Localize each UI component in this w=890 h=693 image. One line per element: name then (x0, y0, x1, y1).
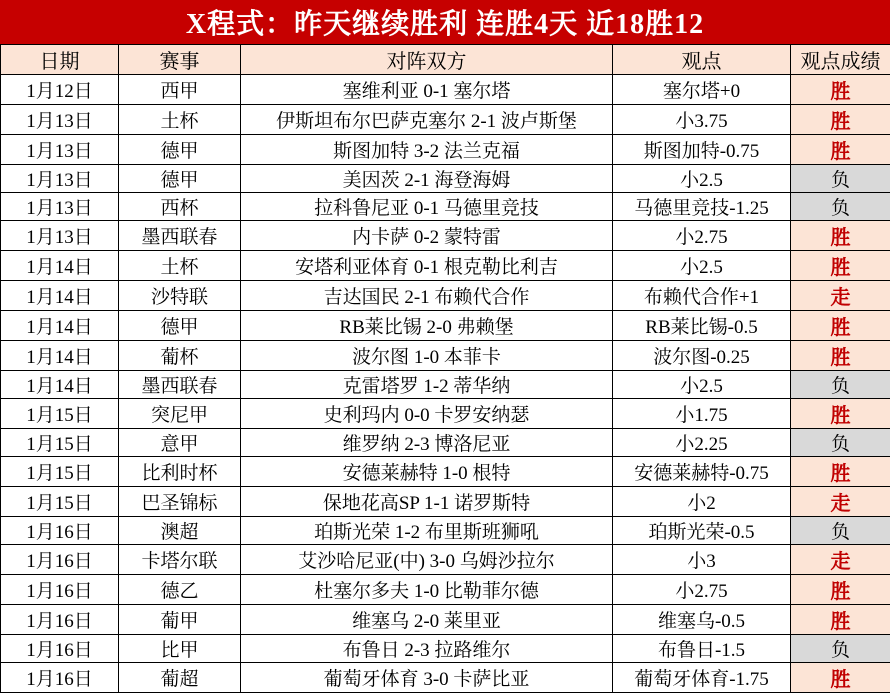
match-cell: 拉科鲁尼亚 0-1 马德里竞技 (241, 193, 613, 221)
result-cell: 胜 (791, 605, 890, 635)
match-cell: 布鲁日 2-3 拉路维尔 (241, 635, 613, 663)
league-cell: 土杯 (119, 105, 241, 135)
table-row (1, 457, 890, 487)
table-row (1, 429, 890, 457)
result-cell: 胜 (791, 105, 890, 135)
table-row (1, 517, 890, 545)
result-cell: 胜 (791, 221, 890, 251)
pick-cell: 小2 (613, 487, 791, 517)
table-row (1, 281, 890, 311)
match-cell: 葡萄牙体育 3-0 卡萨比亚 (241, 663, 613, 693)
pick-cell: 安德莱赫特-0.75 (613, 457, 791, 487)
date-cell: 1月15日 (1, 429, 119, 457)
table-row (1, 575, 890, 605)
date-cell: 1月13日 (1, 105, 119, 135)
match-cell: 保地花高SP 1-1 诺罗斯特 (241, 487, 613, 517)
result-cell: 胜 (791, 399, 890, 429)
pick-cell: 塞尔塔+0 (613, 75, 791, 105)
pick-cell: 小2.75 (613, 575, 791, 605)
result-cell: 胜 (791, 663, 890, 693)
result-cell: 走 (791, 487, 890, 517)
date-cell: 1月14日 (1, 311, 119, 341)
league-cell: 意甲 (119, 429, 241, 457)
table-row (1, 311, 890, 341)
pick-cell: 小2.5 (613, 371, 791, 399)
match-cell: 维塞乌 2-0 莱里亚 (241, 605, 613, 635)
table-row (1, 371, 890, 399)
date-cell: 1月13日 (1, 135, 119, 165)
date-cell: 1月13日 (1, 221, 119, 251)
league-cell: 土杯 (119, 251, 241, 281)
league-cell: 比利时杯 (119, 457, 241, 487)
match-cell: 塞维利亚 0-1 塞尔塔 (241, 75, 613, 105)
header-match: 对阵双方 (241, 45, 613, 75)
table-row (1, 545, 890, 575)
league-cell: 卡塔尔联 (119, 545, 241, 575)
match-cell: 安德莱赫特 1-0 根特 (241, 457, 613, 487)
result-cell: 走 (791, 545, 890, 575)
table-row (1, 399, 890, 429)
date-cell: 1月14日 (1, 371, 119, 399)
league-cell: 澳超 (119, 517, 241, 545)
pick-cell: 布鲁日-1.5 (613, 635, 791, 663)
date-cell: 1月15日 (1, 457, 119, 487)
match-cell: 吉达国民 2-1 布赖代合作 (241, 281, 613, 311)
table-row (1, 487, 890, 517)
table-row (1, 663, 890, 693)
table-row (1, 605, 890, 635)
league-cell: 葡杯 (119, 341, 241, 371)
result-cell: 负 (791, 193, 890, 221)
date-cell: 1月15日 (1, 399, 119, 429)
league-cell: 西杯 (119, 193, 241, 221)
date-cell: 1月16日 (1, 575, 119, 605)
league-cell: 西甲 (119, 75, 241, 105)
pick-cell: 波尔图-0.25 (613, 341, 791, 371)
table-row (1, 105, 890, 135)
league-cell: 突尼甲 (119, 399, 241, 429)
date-cell: 1月16日 (1, 663, 119, 693)
date-cell: 1月16日 (1, 545, 119, 575)
header-result: 观点成绩 (791, 45, 890, 75)
result-cell: 负 (791, 429, 890, 457)
pick-cell: RB莱比锡-0.5 (613, 311, 791, 341)
pick-cell: 斯图加特-0.75 (613, 135, 791, 165)
date-cell: 1月12日 (1, 75, 119, 105)
date-cell: 1月15日 (1, 487, 119, 517)
result-cell: 走 (791, 281, 890, 311)
date-cell: 1月16日 (1, 635, 119, 663)
table-row (1, 135, 890, 165)
result-cell: 胜 (791, 311, 890, 341)
date-cell: 1月13日 (1, 193, 119, 221)
match-cell: 珀斯光荣 1-2 布里斯班狮吼 (241, 517, 613, 545)
pick-cell: 小3.75 (613, 105, 791, 135)
pick-cell: 小3 (613, 545, 791, 575)
date-cell: 1月14日 (1, 251, 119, 281)
result-cell: 负 (791, 635, 890, 663)
date-cell: 1月13日 (1, 165, 119, 193)
result-cell: 胜 (791, 251, 890, 281)
header-date: 日期 (1, 45, 119, 75)
table-row (1, 251, 890, 281)
match-cell: RB莱比锡 2-0 弗赖堡 (241, 311, 613, 341)
pick-cell: 珀斯光荣-0.5 (613, 517, 791, 545)
match-cell: 安塔利亚体育 0-1 根克勒比利吉 (241, 251, 613, 281)
match-cell: 艾沙哈尼亚(中) 3-0 乌姆沙拉尔 (241, 545, 613, 575)
pick-cell: 布赖代合作+1 (613, 281, 791, 311)
table-row (1, 341, 890, 371)
result-cell: 负 (791, 371, 890, 399)
match-cell: 斯图加特 3-2 法兰克福 (241, 135, 613, 165)
pick-cell: 小2.5 (613, 251, 791, 281)
league-cell: 墨西联春 (119, 221, 241, 251)
league-cell: 墨西联春 (119, 371, 241, 399)
match-cell: 内卡萨 0-2 蒙特雷 (241, 221, 613, 251)
result-cell: 胜 (791, 457, 890, 487)
match-cell: 波尔图 1-0 本菲卡 (241, 341, 613, 371)
match-cell: 维罗纳 2-3 博洛尼亚 (241, 429, 613, 457)
header-row (1, 45, 890, 75)
league-cell: 德甲 (119, 135, 241, 165)
header-pick: 观点 (613, 45, 791, 75)
league-cell: 沙特联 (119, 281, 241, 311)
match-cell: 美因茨 2-1 海登海姆 (241, 165, 613, 193)
match-cell: 伊斯坦布尔巴萨克塞尔 2-1 波卢斯堡 (241, 105, 613, 135)
match-cell: 杜塞尔多夫 1-0 比勒菲尔德 (241, 575, 613, 605)
pick-cell: 小1.75 (613, 399, 791, 429)
league-cell: 德乙 (119, 575, 241, 605)
picks-table (0, 44, 890, 693)
pick-cell: 小2.25 (613, 429, 791, 457)
pick-cell: 葡萄牙体育-1.75 (613, 663, 791, 693)
league-cell: 比甲 (119, 635, 241, 663)
match-cell: 史利玛内 0-0 卡罗安纳瑟 (241, 399, 613, 429)
date-cell: 1月14日 (1, 281, 119, 311)
match-cell: 克雷塔罗 1-2 蒂华纳 (241, 371, 613, 399)
result-cell: 胜 (791, 75, 890, 105)
league-cell: 葡超 (119, 663, 241, 693)
pick-cell: 小2.5 (613, 165, 791, 193)
date-cell: 1月16日 (1, 517, 119, 545)
pick-cell: 维塞乌-0.5 (613, 605, 791, 635)
league-cell: 德甲 (119, 311, 241, 341)
result-cell: 负 (791, 517, 890, 545)
date-cell: 1月16日 (1, 605, 119, 635)
date-cell: 1月14日 (1, 341, 119, 371)
banner-title: X程式：昨天继续胜利 连胜4天 近18胜12 (186, 2, 704, 42)
table-row (1, 75, 890, 105)
result-cell: 胜 (791, 135, 890, 165)
result-cell: 胜 (791, 575, 890, 605)
title-banner (0, 0, 890, 44)
table-row (1, 221, 890, 251)
league-cell: 葡甲 (119, 605, 241, 635)
result-cell: 负 (791, 165, 890, 193)
table-row (1, 193, 890, 221)
table-row (1, 635, 890, 663)
pick-cell: 小2.75 (613, 221, 791, 251)
result-cell: 胜 (791, 341, 890, 371)
league-cell: 巴圣锦标 (119, 487, 241, 517)
league-cell: 德甲 (119, 165, 241, 193)
header-league: 赛事 (119, 45, 241, 75)
table-row (1, 165, 890, 193)
pick-cell: 马德里竞技-1.25 (613, 193, 791, 221)
